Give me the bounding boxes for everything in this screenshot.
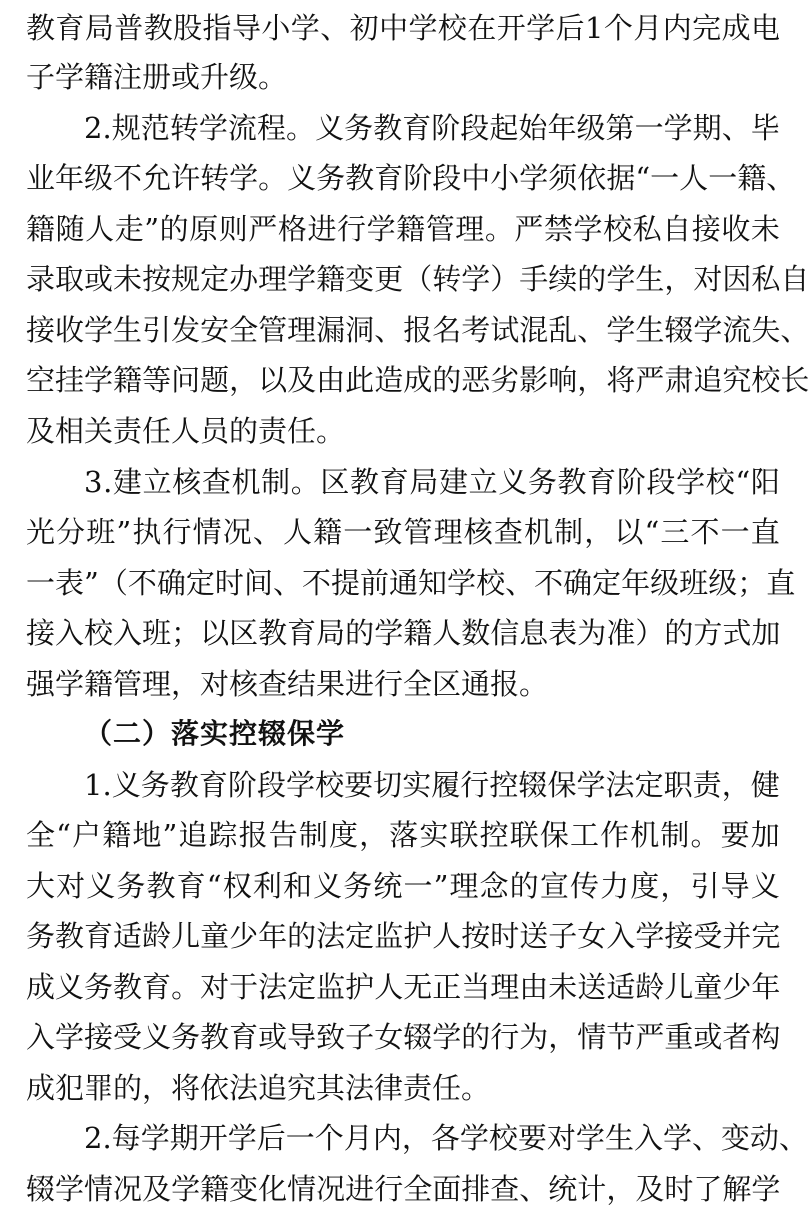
document-page (26, 0, 809, 1211)
text-line: 光 分 班 ” 执 行 情 况 、 人 籍 一 致 管 理 核 查 机 制 ， 以 “ 三 不 一 直 (26, 515, 780, 549)
text-line: 辍 学 情 况 及 学 籍 变 化 情 况 进 行 全 面 排 查 、 统 计 ， 及 时 了 解 学 (26, 1172, 781, 1206)
text-line: 接 收 学 生 引 发 安 全 管 理 漏 洞 、 报 名 考 试 混 乱 、 学 生 辍 学 流 失 、 (26, 313, 809, 347)
text-line: 空 挂 学 籍 等 问 题 ， 以 及 由 此 造 成 的 恶 劣 影 响 ， 将 严 肃 追 究 校 长 (26, 363, 809, 397)
text-line: 大 对 义 务 教 育 “ 权 利 和 义 务 统 一 ” 理 念 的 宣 传 力 度 ， 引 导 义 (26, 869, 780, 903)
text-line: 成犯罪的，将依法追究其法律责任。 (26, 1071, 491, 1105)
text-line: 及相关责任人员的责任。 (26, 414, 346, 448)
text-line: 2 . 每 学 期 开 学 后 一 个 月 内 ， 各 学 校 要 对 学 生 入 学 、 变 动 、 (84, 1121, 809, 1155)
text-line: 子学籍注册或升级。 (26, 60, 288, 94)
text-line: 1 . 义 务 教 育 阶 段 学 校 要 切 实 履 行 控 辍 保 学 法 定 职 责 ， 健 (84, 768, 780, 802)
text-line: 全 “ 户 籍 地 ” 追 踪 报 告 制 度 ， 落 实 联 控 联 保 工 作 机 制 。 要 加 (26, 818, 780, 852)
text-line: 2 . 规 范 转 学 流 程 。 义 务 教 育 阶 段 起 始 年 级 第 一 学 期 、 毕 (84, 111, 780, 145)
text-line: 一 表 ” （ 不 确 定 时 间 、 不 提 前 通 知 学 校 、 不 确 定 年 级 班 级 ； 直 (26, 566, 796, 600)
text-line: 务 教 育 适 龄 儿 童 少 年 的 法 定 监 护 人 按 时 送 子 女 入 学 接 受 并 完 (26, 919, 781, 953)
text-line: 接 入 校 入 班 ； 以 区 教 育 局 的 学 籍 人 数 信 息 表 为 准 ） 的 方 式 加 (26, 616, 781, 650)
text-line: 入 学 接 受 义 务 教 育 或 导 致 子 女 辍 学 的 行 为 ， 情 节 严 重 或 者 构 (26, 1020, 781, 1054)
text-line: 强学籍管理，对核查结果进行全区通报。 (26, 667, 549, 701)
text-line: 3 . 建 立 核 查 机 制 。 区 教 育 局 建 立 义 务 教 育 阶 段 学 校 “ 阳 (84, 465, 780, 499)
text-line: 成 义 务 教 育 。 对 于 法 定 监 护 人 无 正 当 理 由 未 送 适 龄 儿 童 少 年 (26, 970, 781, 1004)
text-line: 籍 随 人 走 ” 的 原 则 严 格 进 行 学 籍 管 理 。 严 禁 学 校 私 自 接 收 未 (26, 212, 780, 246)
section-heading: （二）落实控辍保学 (84, 717, 346, 750)
text-line: 教 育 局 普 教 股 指 导 小 学 、 初 中 学 校 在 开 学 后 1 个 月 内 完 成 电 (26, 11, 780, 45)
text-line: 录 取 或 未 按 规 定 办 理 学 籍 变 更 （ 转 学 ） 手 续 的 学 生 ， 对 因 私 自 (26, 262, 809, 296)
text-line: 业 年 级 不 允 许 转 学 。 义 务 教 育 阶 段 中 小 学 须 依 据 “ 一 人 一 籍 、 (26, 161, 796, 195)
